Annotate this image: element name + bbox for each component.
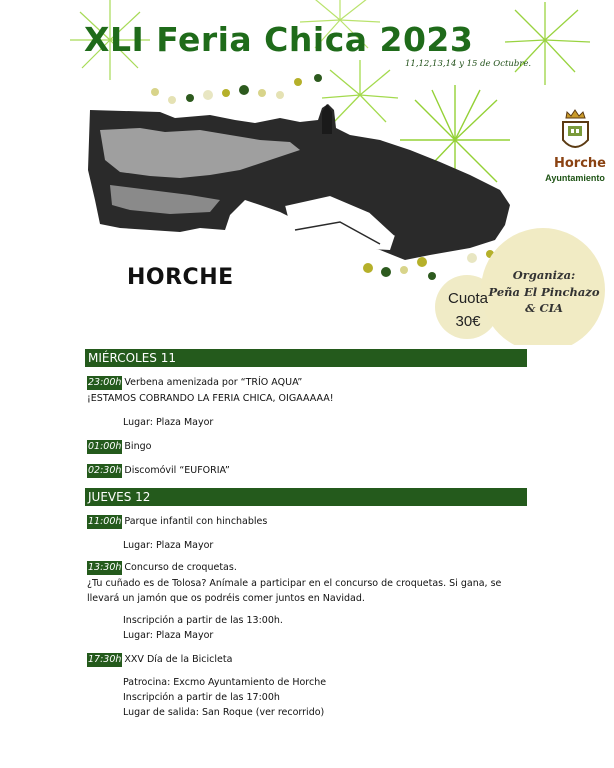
event-sponsor: Patrocina: Excmo Ayuntamiento de Horche [123,677,327,688]
event-row [87,653,232,667]
poster-title: XLI Feria Chica 2023 [84,20,474,59]
event-title: Parque infantil con hinchables [124,516,268,527]
organizer-label: Organiza: [512,268,576,282]
event-note: ¡ESTAMOS COBRANDO LA FERIA CHICA, OIGAAAAA! [87,393,334,404]
festival-dates: 11,12,13,14 y 15 de Octubre. [405,59,532,69]
event-time: 13:30h [88,562,122,573]
council-subtitle: Ayuntamiento [545,173,605,183]
event-row [87,561,237,575]
event-description: ¿Tu cuñado es de Tolosa? Anímale a participar en el concurso de croquetas. Si gana, se [87,578,502,589]
event-time: 02:30h [88,465,122,476]
event-time: 01:00h [88,441,122,452]
event-row [87,440,151,454]
event-title: Discomóvil “EUFORIA” [124,465,230,476]
council-crest [563,110,588,147]
event-location: Lugar: Plaza Mayor [123,417,214,428]
event-row [87,515,267,529]
event-title: Verbena amenizada por “TRÍO AQUA” [124,377,303,388]
event-time: 23:00h [88,377,122,388]
event-title: Bingo [124,441,152,452]
day-header-wednesday: MIÉRCOLES 11 [85,349,527,367]
fee-label: Cuota [447,290,489,307]
day-header-thursday: JUEVES 12 [85,488,527,506]
event-row [87,464,230,478]
fee-value: 30€ [455,313,481,330]
event-title: Concurso de croquetas. [124,562,237,573]
organizer-name: Peña El Pinchazo & CIA [488,285,600,315]
event-time: 11:00h [88,516,122,527]
event-time: 17:30h [88,654,122,665]
event-location: Lugar: Plaza Mayor [123,630,214,641]
council-name: Horche [554,156,606,171]
event-location: Lugar: Plaza Mayor [123,540,214,551]
town-name: HORCHE [127,265,234,290]
event-row [87,376,302,390]
event-title: XXV Día de la Bicicleta [124,654,233,665]
event-start-location: Lugar de salida: San Roque (ver recorrido) [123,707,325,718]
event-description: llevará un jamón que os podréis comer juntos en Navidad. [87,593,365,604]
town-silhouette [88,104,510,260]
event-registration: Inscripción a partir de las 13:00h. [123,615,283,626]
event-registration: Inscripción a partir de las 17:00h [123,692,280,703]
